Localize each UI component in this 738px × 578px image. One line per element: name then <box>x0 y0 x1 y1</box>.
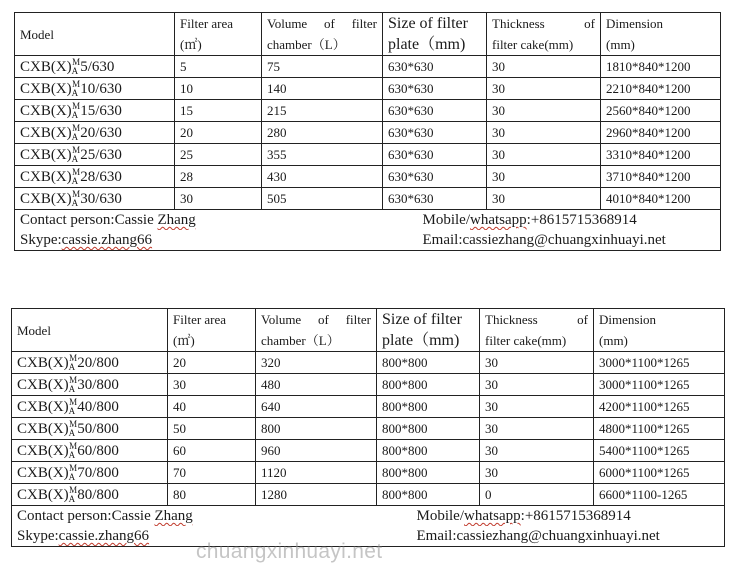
cell-model: $CXB(X)_A^M80/800$ <box>12 484 168 506</box>
cell-plate-size: 630*630 <box>383 100 487 122</box>
cell-volume: 355 <box>262 144 383 166</box>
cell-plate-size: 630*630 <box>383 144 487 166</box>
table-row <box>15 188 721 210</box>
cell-cake-thickness: 30 <box>480 396 594 418</box>
cell-filter-area: 50 <box>168 418 256 440</box>
cell-dimension: 2560*840*1200 <box>601 100 721 122</box>
cell-dimension: 3710*840*1200 <box>601 166 721 188</box>
cell-dimension: 3000*1100*1265 <box>594 374 725 396</box>
header-row <box>12 309 725 352</box>
cell-filter-area: 20 <box>168 352 256 374</box>
table-row <box>12 418 725 440</box>
cell-cake-thickness: 30 <box>487 122 601 144</box>
cell-dimension: 1810*840*1200 <box>601 56 721 78</box>
cell-plate-size: 800*800 <box>377 484 480 506</box>
contact-block <box>15 210 721 251</box>
cell-plate-size: 630*630 <box>383 56 487 78</box>
cell-plate-size: 800*800 <box>377 374 480 396</box>
cell-volume: 960 <box>256 440 377 462</box>
cell-model: $CXB(X)_A^M70/800$ <box>12 462 168 484</box>
cell-filter-area: 15 <box>175 100 262 122</box>
cell-volume: 640 <box>256 396 377 418</box>
cell-filter-area: 20 <box>175 122 262 144</box>
cell-filter-area: 40 <box>168 396 256 418</box>
cell-model: $CXB(X)_A^M40/800$ <box>12 396 168 418</box>
cell-model: $CXB(X)_A^M10/630$ <box>15 78 175 100</box>
cell-cake-thickness: 30 <box>480 418 594 440</box>
cell-plate-size: 800*800 <box>377 352 480 374</box>
header-volume: Volume of filter chamber（L） <box>262 13 383 56</box>
cell-dimension: 2960*840*1200 <box>601 122 721 144</box>
cell-filter-area: 30 <box>168 374 256 396</box>
header-model: Model <box>12 309 168 352</box>
cell-plate-size: 630*630 <box>383 122 487 144</box>
cell-cake-thickness: 30 <box>487 144 601 166</box>
header-dimension: Dimension (mm) <box>601 13 721 56</box>
header-row <box>15 13 721 56</box>
cell-filter-area: 80 <box>168 484 256 506</box>
cell-dimension: 3310*840*1200 <box>601 144 721 166</box>
cell-filter-area: 30 <box>175 188 262 210</box>
header-plate-size: Size of filter plate（mm) <box>377 309 480 352</box>
table-body <box>15 56 721 210</box>
cell-filter-area: 28 <box>175 166 262 188</box>
table-row <box>15 78 721 100</box>
table-row <box>15 144 721 166</box>
cell-model: $CXB(X)_A^M30/800$ <box>12 374 168 396</box>
cell-dimension: 5400*1100*1265 <box>594 440 725 462</box>
cell-plate-size: 630*630 <box>383 188 487 210</box>
cell-cake-thickness: 30 <box>487 188 601 210</box>
header-model: Model <box>15 13 175 56</box>
header-cake-thickness: Thickness of filter cake(mm) <box>487 13 601 56</box>
cell-model: $CXB(X)_A^M60/800$ <box>12 440 168 462</box>
cell-cake-thickness: 30 <box>487 56 601 78</box>
cell-cake-thickness: 0 <box>480 484 594 506</box>
cell-plate-size: 800*800 <box>377 462 480 484</box>
table-row <box>12 440 725 462</box>
cell-dimension: 4800*1100*1265 <box>594 418 725 440</box>
spec-table-800 <box>11 308 725 547</box>
spec-table-630 <box>14 12 721 251</box>
cell-volume: 505 <box>262 188 383 210</box>
cell-volume: 280 <box>262 122 383 144</box>
cell-cake-thickness: 30 <box>480 440 594 462</box>
cell-dimension: 2210*840*1200 <box>601 78 721 100</box>
cell-plate-size: 800*800 <box>377 396 480 418</box>
table-row <box>12 484 725 506</box>
cell-dimension: 6600*1100-1265 <box>594 484 725 506</box>
cell-cake-thickness: 30 <box>480 374 594 396</box>
header-filter-area: Filter area (㎡) <box>168 309 256 352</box>
cell-volume: 215 <box>262 100 383 122</box>
cell-plate-size: 800*800 <box>377 440 480 462</box>
cell-dimension: 4010*840*1200 <box>601 188 721 210</box>
cell-plate-size: 800*800 <box>377 418 480 440</box>
cell-model: $CXB(X)_A^M20/630$ <box>15 122 175 144</box>
cell-model: $CXB(X)_A^M15/630$ <box>15 100 175 122</box>
cell-volume: 75 <box>262 56 383 78</box>
contact-skype: Skype:cassie.zhang66 <box>12 526 377 547</box>
cell-dimension: 6000*1100*1265 <box>594 462 725 484</box>
table-row <box>15 100 721 122</box>
header-dimension: Dimension (mm) <box>594 309 725 352</box>
cell-volume: 480 <box>256 374 377 396</box>
cell-model: $CXB(X)_A^M50/800$ <box>12 418 168 440</box>
table-row <box>15 166 721 188</box>
contact-email: Email:cassiezhang@chuangxinhuayi.net <box>383 230 721 251</box>
cell-dimension: 3000*1100*1265 <box>594 352 725 374</box>
header-plate-size: Size of filter plate（mm) <box>383 13 487 56</box>
cell-model: $CXB(X)_A^M25/630$ <box>15 144 175 166</box>
cell-cake-thickness: 30 <box>487 78 601 100</box>
cell-filter-area: 70 <box>168 462 256 484</box>
cell-volume: 320 <box>256 352 377 374</box>
contact-skype: Skype:cassie.zhang66 <box>15 230 383 251</box>
cell-volume: 1280 <box>256 484 377 506</box>
cell-filter-area: 10 <box>175 78 262 100</box>
cell-dimension: 4200*1100*1265 <box>594 396 725 418</box>
cell-plate-size: 630*630 <box>383 166 487 188</box>
watermark-text: chuangxinhuayi.net <box>196 540 383 563</box>
table-body <box>12 352 725 506</box>
table-row <box>12 374 725 396</box>
cell-volume: 140 <box>262 78 383 100</box>
cell-model: $CXB(X)_A^M30/630$ <box>15 188 175 210</box>
table-row <box>15 56 721 78</box>
cell-plate-size: 630*630 <box>383 78 487 100</box>
contact-mobile: Mobile/whatsapp:+8615715368914 <box>383 210 721 231</box>
table-row <box>12 462 725 484</box>
cell-volume: 1120 <box>256 462 377 484</box>
contact-person: Contact person:Cassie Zhang <box>15 210 383 231</box>
header-filter-area: Filter area (㎡) <box>175 13 262 56</box>
contact-email: Email:cassiezhang@chuangxinhuayi.net <box>377 526 725 547</box>
contact-mobile: Mobile/whatsapp:+8615715368914 <box>377 506 725 527</box>
cell-filter-area: 25 <box>175 144 262 166</box>
cell-cake-thickness: 30 <box>487 166 601 188</box>
header-volume: Volume of filter chamber（L） <box>256 309 377 352</box>
cell-model: $CXB(X)_A^M28/630$ <box>15 166 175 188</box>
cell-volume: 430 <box>262 166 383 188</box>
cell-model: $CXB(X)_A^M20/800$ <box>12 352 168 374</box>
contact-person: Contact person:Cassie Zhang <box>12 506 377 527</box>
cell-cake-thickness: 30 <box>480 462 594 484</box>
cell-model: $CXB(X)_A^M5/630$ <box>15 56 175 78</box>
cell-filter-area: 60 <box>168 440 256 462</box>
cell-filter-area: 5 <box>175 56 262 78</box>
header-cake-thickness: Thickness of filter cake(mm) <box>480 309 594 352</box>
cell-cake-thickness: 30 <box>487 100 601 122</box>
table-row <box>12 352 725 374</box>
cell-volume: 800 <box>256 418 377 440</box>
table-row <box>12 396 725 418</box>
cell-cake-thickness: 30 <box>480 352 594 374</box>
table-row <box>15 122 721 144</box>
